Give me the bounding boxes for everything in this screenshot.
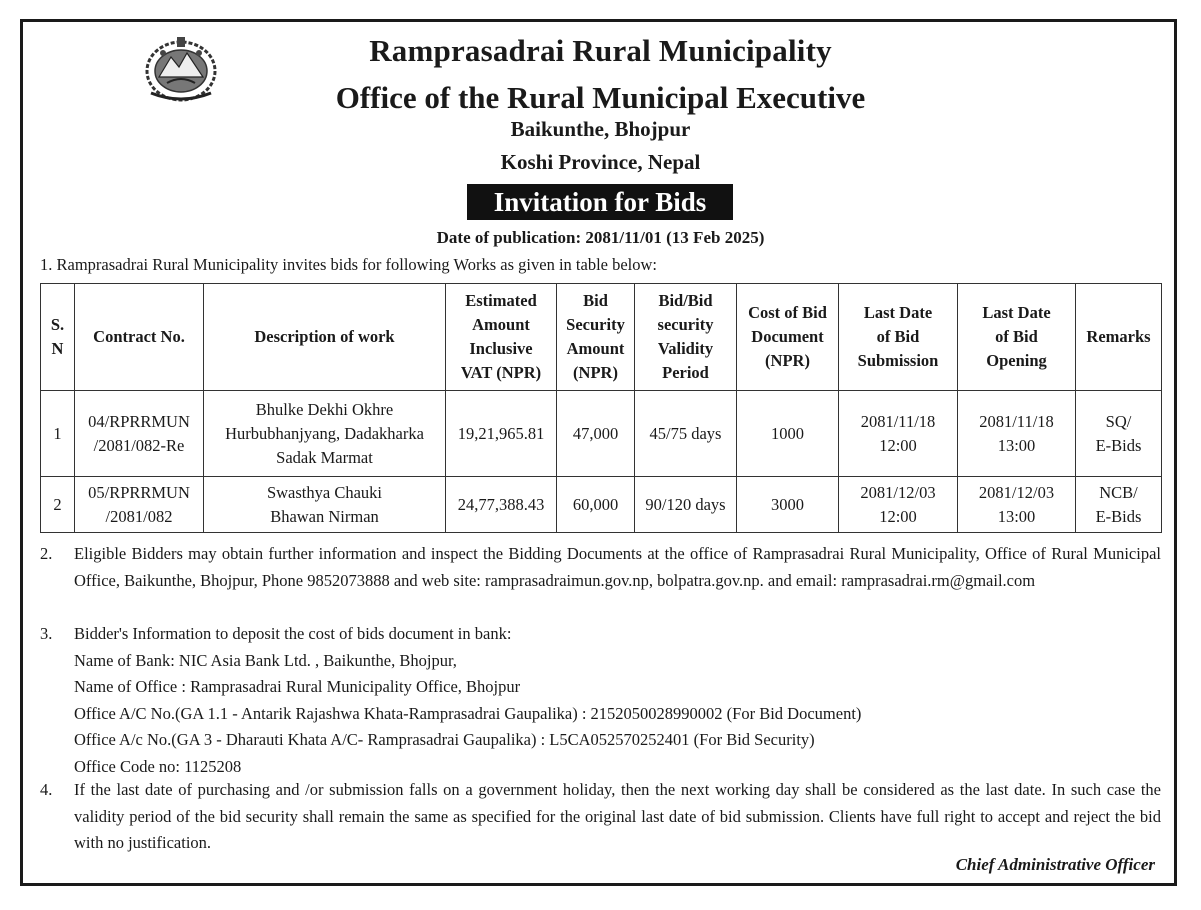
office-code: Office Code no: 1125208 — [74, 756, 242, 776]
cell-estimated: 24,77,388.43 — [446, 477, 557, 533]
table-header-row — [41, 284, 1162, 391]
cell-last-submission: 2081/12/03 12:00 — [839, 477, 958, 533]
cell-cost: 1000 — [737, 391, 839, 477]
cell-contract: 04/RPRRMUN /2081/082-Re — [75, 391, 204, 477]
paragraph-text: If the last date of purchasing and /or submission falls on a government holiday, then the next working day shall be considered as the last date. In such case the validity period of the bid security shall remain the same as specified for the original last date of bid submission. Clients have full right to accept and reject the bid with no justification. — [74, 780, 1161, 852]
header-last-opening: Last Date of Bid Opening — [958, 284, 1076, 391]
cell-remarks: SQ/ E-Bids — [1076, 391, 1162, 477]
signature-title: Chief Administrative Officer — [955, 855, 1155, 874]
header-remarks: Remarks — [1076, 284, 1162, 391]
cell-last-submission: 2081/11/18 12:00 — [839, 391, 958, 477]
address-line-1: Baikunthe, Bhojpur — [510, 117, 691, 141]
paragraph-2 — [40, 541, 1161, 594]
cell-bid-security: 47,000 — [557, 391, 635, 477]
bank-name: Name of Bank: NIC Asia Bank Ltd. , Baikunthe, Bhojpur, — [74, 650, 457, 670]
paragraph-3 — [40, 621, 1161, 780]
cell-cost: 3000 — [737, 477, 839, 533]
cell-validity: 90/120 days — [635, 477, 737, 533]
office-name: Name of Office : Ramprasadrai Rural Municipality Office, Bhojpur — [74, 677, 521, 696]
office-title: Office of the Rural Municipal Executive — [335, 80, 866, 115]
header-bid-security: Bid Security Amount (NPR) — [557, 284, 635, 391]
header-last-submission: Last Date of Bid Submission — [839, 284, 958, 391]
paragraph-text: Eligible Bidders may obtain further information and inspect the Bidding Documents at the office of Ramprasadrai Rural Municipality, Office of Rural Municipal Office, Baikunthe, Bhojpur, Phone 9852073888 and web site: ramprasadraimun.gov.np, bolpatra.gov.np. and email: ramprasadrai.rm@gmail.com — [74, 544, 1161, 590]
account-bid-security: Office A/c No.(GA 3 - Dharauti Khata A/C- Ramprasadrai Gaupalika) : L5CA052570252401 (For Bid Security) — [74, 730, 815, 749]
header-description: Description of work — [204, 284, 446, 391]
bids-table — [40, 283, 1162, 533]
account-bid-document: Office A/C No.(GA 1.1 - Antarik Rajashwa Khata-Ramprasadrai Gaupalika) : 2152050028990002 (For Bid Document) — [74, 703, 862, 723]
header-validity: Bid/Bid security Validity Period — [635, 284, 737, 391]
header-contract: Contract No. — [75, 284, 204, 391]
org-name: Ramprasadrai Rural Municipality — [369, 33, 832, 68]
paragraph-4 — [40, 777, 1161, 857]
cell-remarks: NCB/ E-Bids — [1076, 477, 1162, 533]
table-row — [41, 477, 1162, 533]
cell-description: Bhulke Dekhi Okhre Hurbubhanjyang, Dadakharka Sadak Marmat — [204, 391, 446, 477]
cell-validity: 45/75 days — [635, 391, 737, 477]
cell-sn: 1 — [41, 391, 75, 477]
cell-bid-security: 60,000 — [557, 477, 635, 533]
paragraph-number: 4. — [40, 780, 53, 799]
cell-contract: 05/RPRRMUN /2081/082 — [75, 477, 204, 533]
cell-sn: 2 — [41, 477, 75, 533]
cell-description: Swasthya Chauki Bhawan Nirman — [204, 477, 446, 533]
publication-date: Date of publication: 2081/11/01 (13 Feb 2025) — [436, 228, 765, 247]
cell-estimated: 19,21,965.81 — [446, 391, 557, 477]
notice-banner: Invitation for Bids — [467, 184, 733, 220]
paragraph-number: 2. — [40, 544, 53, 563]
paragraph-number: 3. — [40, 624, 53, 643]
address-line-2: Koshi Province, Nepal — [500, 150, 701, 174]
intro-paragraph: 1. Ramprasadrai Rural Municipality invites bids for following Works as given in table below: — [40, 255, 658, 274]
bank-info-heading: Bidder's Information to deposit the cost of bids document in bank: — [74, 624, 512, 643]
header-sn: S. N — [41, 284, 75, 391]
header-cost: Cost of Bid Document (NPR) — [737, 284, 839, 391]
table-row — [41, 391, 1162, 477]
cell-last-opening: 2081/11/18 13:00 — [958, 391, 1076, 477]
header-estimated: Estimated Amount Inclusive VAT (NPR) — [446, 284, 557, 391]
cell-last-opening: 2081/12/03 13:00 — [958, 477, 1076, 533]
